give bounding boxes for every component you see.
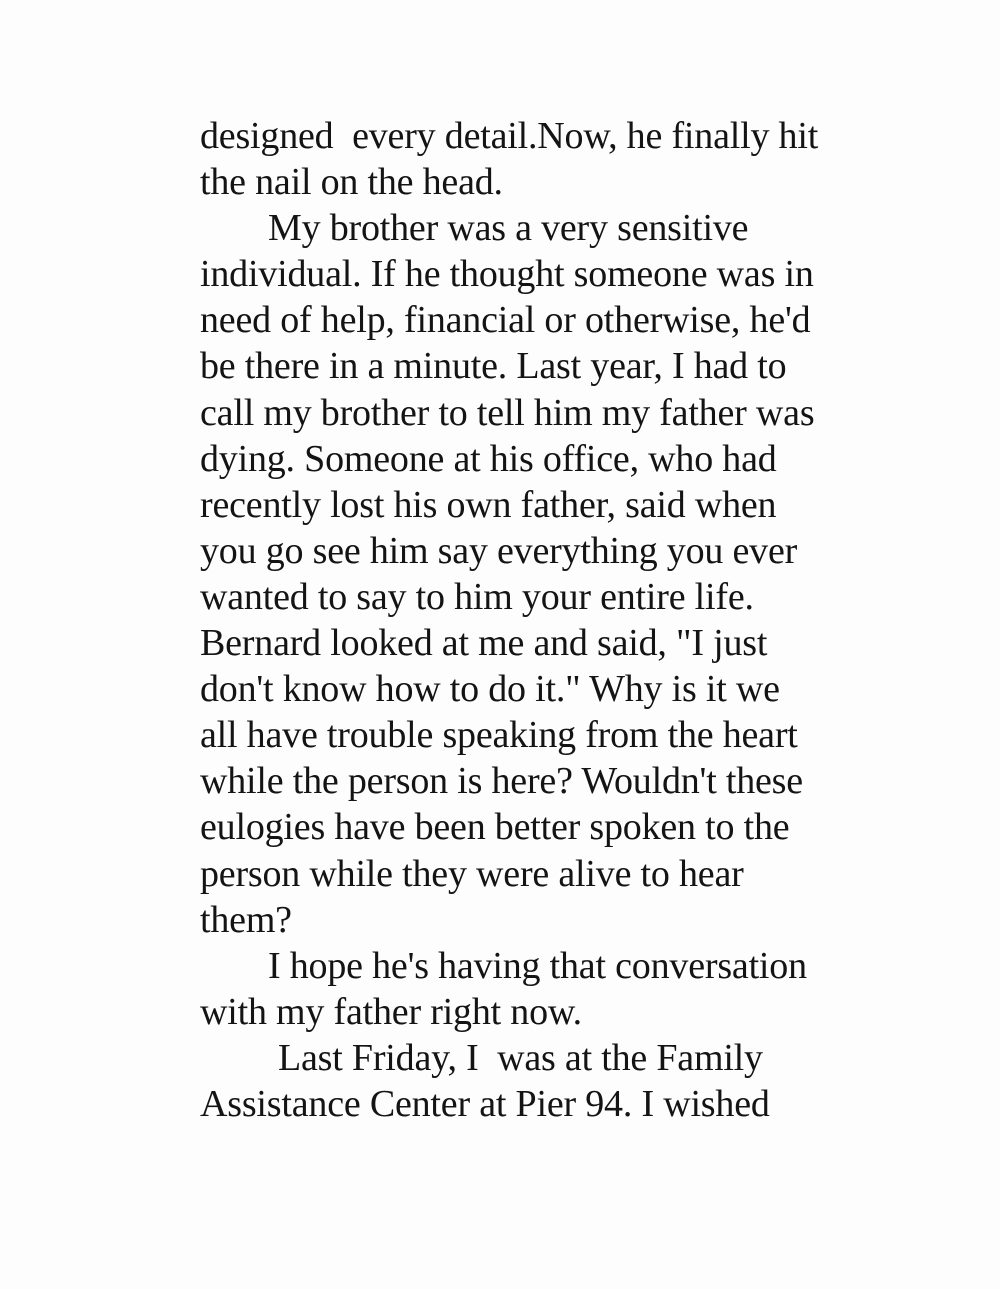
text-line: them? [200, 898, 292, 941]
text-line: Bernard looked at me and said, "I just [200, 622, 768, 665]
text-line: with my father right now. [200, 990, 582, 1033]
text-line: designed every detail.Now, he finally hit [200, 115, 819, 157]
text-line: the nail on the head. [200, 161, 503, 204]
text-line: person while they were alive to hear [200, 852, 744, 895]
text-line: eulogies have been better spoken to the [200, 806, 790, 849]
paragraph-start-line: I hope he's having that conversation [268, 944, 807, 987]
paragraph-start-line: My brother was a very sensitive [268, 207, 749, 250]
text-line: be there in a minute. Last year, I had to [200, 345, 787, 388]
paragraph-start-line: Last Friday, I was at the Family [278, 1036, 763, 1079]
text-line: dying. Someone at his office, who had [200, 437, 777, 480]
text-line: wanted to say to him your entire life. [200, 575, 754, 618]
body-text [200, 113, 900, 1127]
text-line: don't know how to do it." Why is it we [200, 668, 780, 711]
text-line: all have trouble speaking from the heart [200, 714, 798, 757]
text-line: call my brother to tell him my father was [200, 391, 815, 434]
text-line: while the person is here? Wouldn't these [200, 760, 803, 803]
text-line: recently lost his own father, said when [200, 483, 777, 526]
text-line: individual. If he thought someone was in [200, 253, 814, 296]
text-line: you go see him say everything you ever [200, 529, 798, 572]
text-line: need of help, financial or otherwise, he'd [200, 299, 811, 342]
text-line: Assistance Center at Pier 94. I wished [200, 1082, 770, 1125]
